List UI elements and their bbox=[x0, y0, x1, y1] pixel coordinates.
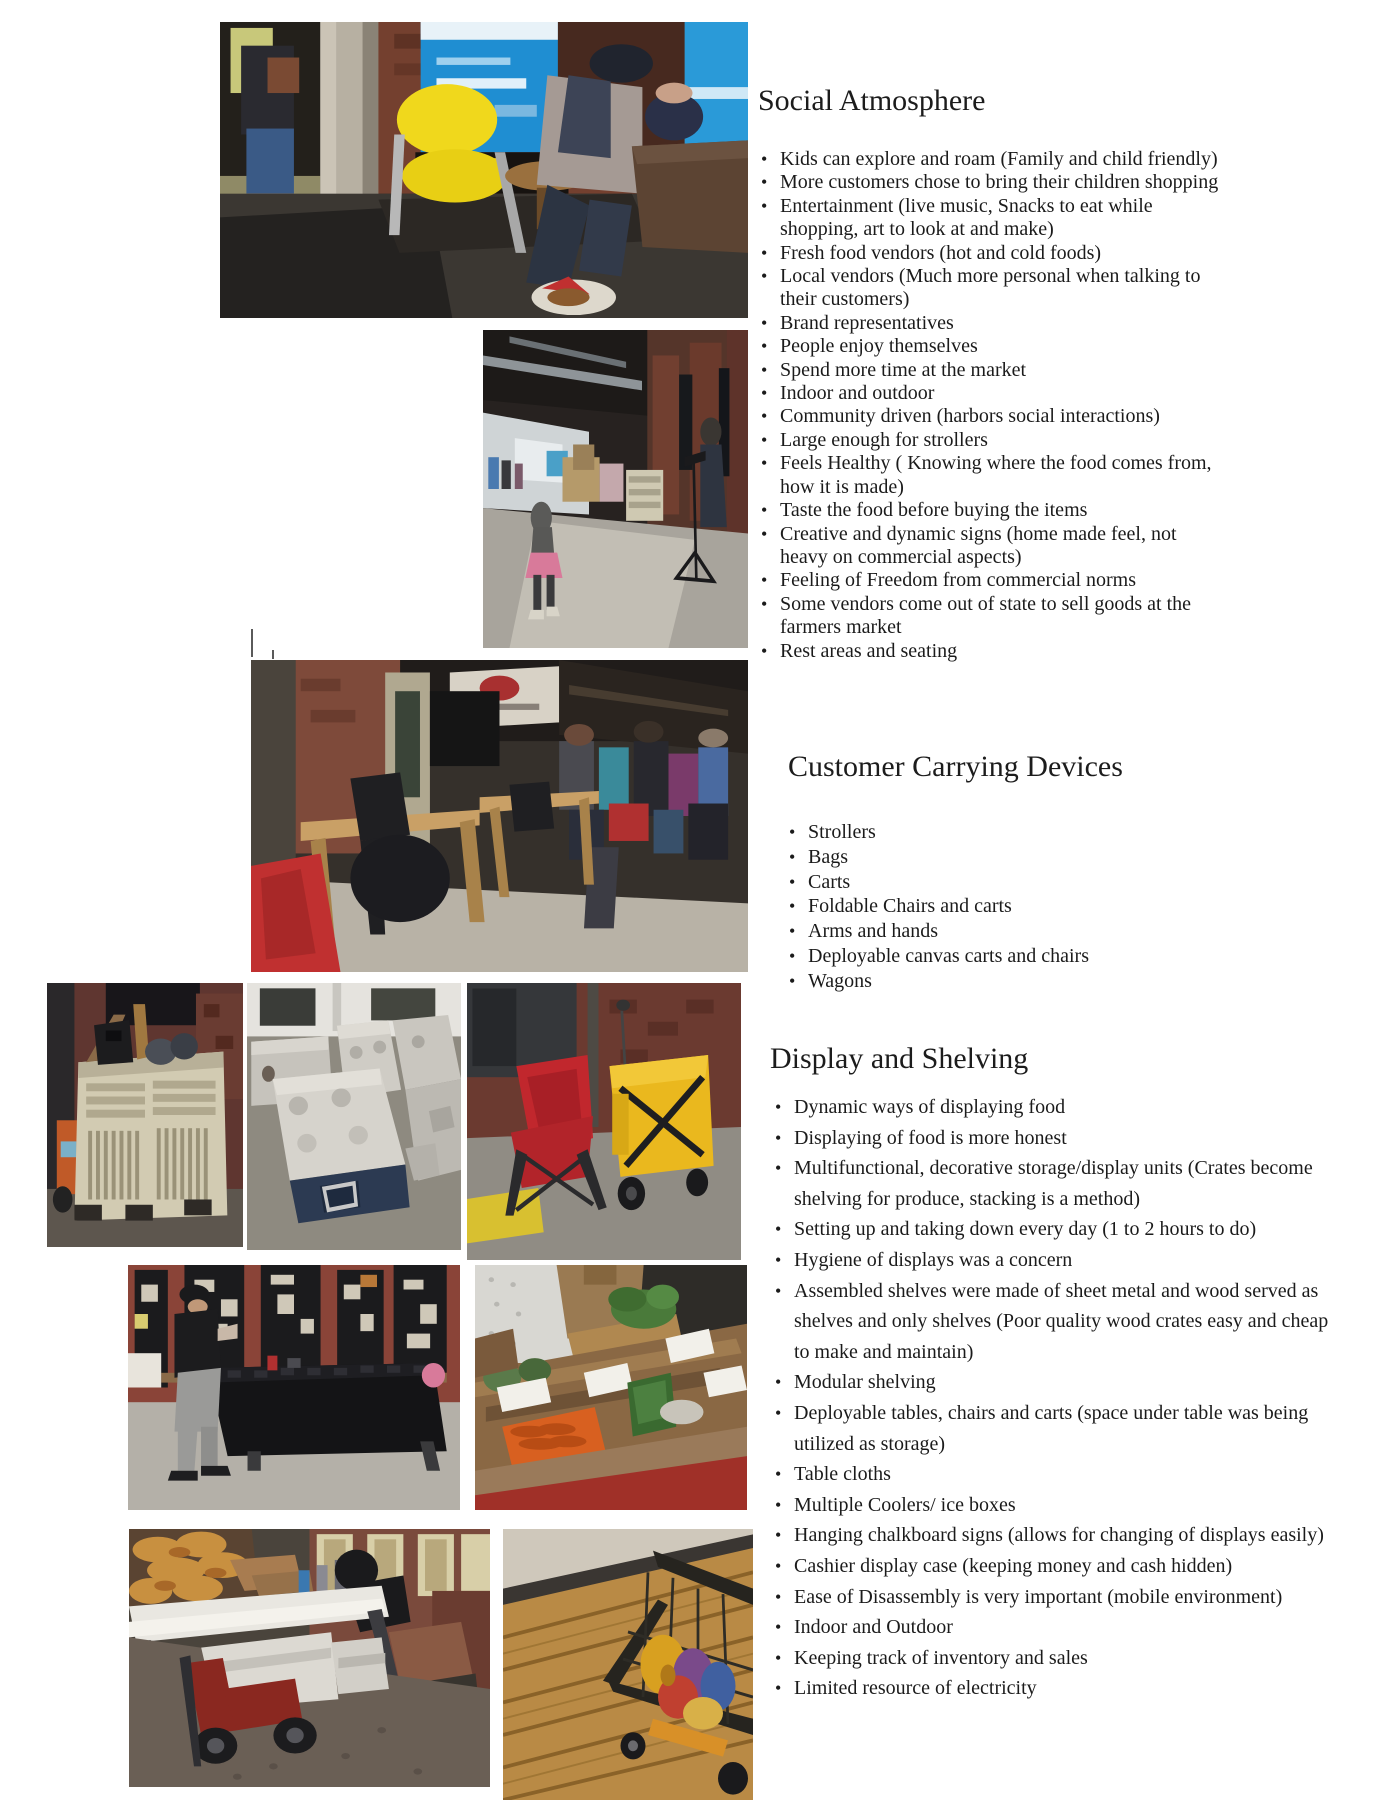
section-title-customer-carrying-devices: Customer Carrying Devices bbox=[788, 750, 1123, 783]
list-item: • More customers chose to bring their children shopping bbox=[758, 171, 1226, 194]
photo-market-corridor-art bbox=[483, 330, 748, 648]
photo-produce-display-art bbox=[475, 1265, 747, 1510]
list-item: • Ease of Disassembly is very important (mobile environment) bbox=[772, 1582, 1340, 1613]
photo-market-tables bbox=[251, 660, 748, 972]
list-item: • Cashier display case (keeping money and cash hidden) bbox=[772, 1551, 1340, 1582]
list-item: • Multiple Coolers/ ice boxes bbox=[772, 1490, 1340, 1521]
list-item: • Limited resource of electricity bbox=[772, 1673, 1340, 1704]
customer-carrying-devices-list bbox=[786, 820, 1206, 994]
display-and-shelving-list bbox=[772, 1092, 1340, 1704]
list-item: • People enjoy themselves bbox=[758, 335, 1226, 358]
list-item: • Arms and hands bbox=[786, 919, 1206, 944]
photo-folding-table-cart bbox=[129, 1529, 490, 1787]
list-item: • Deployable canvas carts and chairs bbox=[786, 944, 1206, 969]
tick-mark-long bbox=[251, 629, 253, 657]
list-item: • Community driven (harbors social interactions) bbox=[758, 405, 1226, 428]
list-item: • Assembled shelves were made of sheet metal and wood served as shelves and only shelves (Poor quality wood crates easy and cheap to make and maintain) bbox=[772, 1276, 1340, 1368]
photo-bench-seating-art bbox=[220, 22, 748, 318]
list-item: • Creative and dynamic signs (home made feel, not heavy on commercial aspects) bbox=[758, 523, 1226, 570]
list-item: • Displaying of food is more honest bbox=[772, 1123, 1340, 1154]
list-item: • Table cloths bbox=[772, 1459, 1340, 1490]
list-item: • Carts bbox=[786, 870, 1206, 895]
list-item: • Setting up and taking down every day (1 to 2 hours to do) bbox=[772, 1214, 1340, 1245]
list-item: • Deployable tables, chairs and carts (space under table was being utilized as storage) bbox=[772, 1398, 1340, 1459]
list-item: • Feels Healthy ( Knowing where the food comes from, how it is made) bbox=[758, 452, 1226, 499]
photo-chair-wagon bbox=[467, 983, 741, 1260]
list-item: • Multifunctional, decorative storage/display units (Crates become shelving for produce, stacking is a method) bbox=[772, 1153, 1340, 1214]
photo-market-tables-art bbox=[251, 660, 748, 972]
section-title-social-atmosphere: Social Atmosphere bbox=[758, 84, 986, 117]
list-item: • Modular shelving bbox=[772, 1367, 1340, 1398]
tick-mark-short bbox=[272, 650, 274, 659]
list-item: • Hygiene of displays was a concern bbox=[772, 1245, 1340, 1276]
list-item: • Foldable Chairs and carts bbox=[786, 894, 1206, 919]
list-item: • Bags bbox=[786, 845, 1206, 870]
list-item: • Indoor and outdoor bbox=[758, 382, 1226, 405]
photo-coolers-art bbox=[247, 983, 461, 1250]
photo-wire-cart bbox=[503, 1529, 753, 1800]
list-item: • Fresh food vendors (hot and cold foods) bbox=[758, 242, 1226, 265]
list-item: • Taste the food before buying the items bbox=[758, 499, 1226, 522]
photo-market-corridor bbox=[483, 330, 748, 648]
list-item: • Some vendors come out of state to sell goods at the farmers market bbox=[758, 593, 1226, 640]
section-title-display-and-shelving: Display and Shelving bbox=[770, 1042, 1029, 1075]
photo-chair-wagon-art bbox=[467, 983, 741, 1260]
photo-vendor-table bbox=[128, 1265, 460, 1510]
list-item: • Hanging chalkboard signs (allows for changing of displays easily) bbox=[772, 1520, 1340, 1551]
list-item: • Kids can explore and roam (Family and child friendly) bbox=[758, 148, 1226, 171]
photo-storage-crates-art bbox=[47, 983, 243, 1247]
list-item: • Indoor and Outdoor bbox=[772, 1612, 1340, 1643]
photo-vendor-table-art bbox=[128, 1265, 460, 1510]
photo-coolers bbox=[247, 983, 461, 1250]
list-item: • Brand representatives bbox=[758, 312, 1226, 335]
list-item: • Local vendors (Much more personal when talking to their customers) bbox=[758, 265, 1226, 312]
photo-folding-table-cart-art bbox=[129, 1529, 490, 1787]
list-item: • Feeling of Freedom from commercial norms bbox=[758, 569, 1226, 592]
list-item: • Spend more time at the market bbox=[758, 359, 1226, 382]
social-atmosphere-list bbox=[758, 148, 1226, 663]
list-item: • Keeping track of inventory and sales bbox=[772, 1643, 1340, 1674]
photo-produce-display bbox=[475, 1265, 747, 1510]
list-item: • Dynamic ways of displaying food bbox=[772, 1092, 1340, 1123]
list-item: • Entertainment (live music, Snacks to eat while shopping, art to look at and make) bbox=[758, 195, 1226, 242]
list-item: • Wagons bbox=[786, 969, 1206, 994]
list-item: • Large enough for strollers bbox=[758, 429, 1226, 452]
photo-storage-crates bbox=[47, 983, 243, 1247]
photo-wire-cart-art bbox=[503, 1529, 753, 1800]
list-item: • Strollers bbox=[786, 820, 1206, 845]
photo-bench-seating bbox=[220, 22, 748, 318]
list-item: • Rest areas and seating bbox=[758, 640, 1226, 663]
